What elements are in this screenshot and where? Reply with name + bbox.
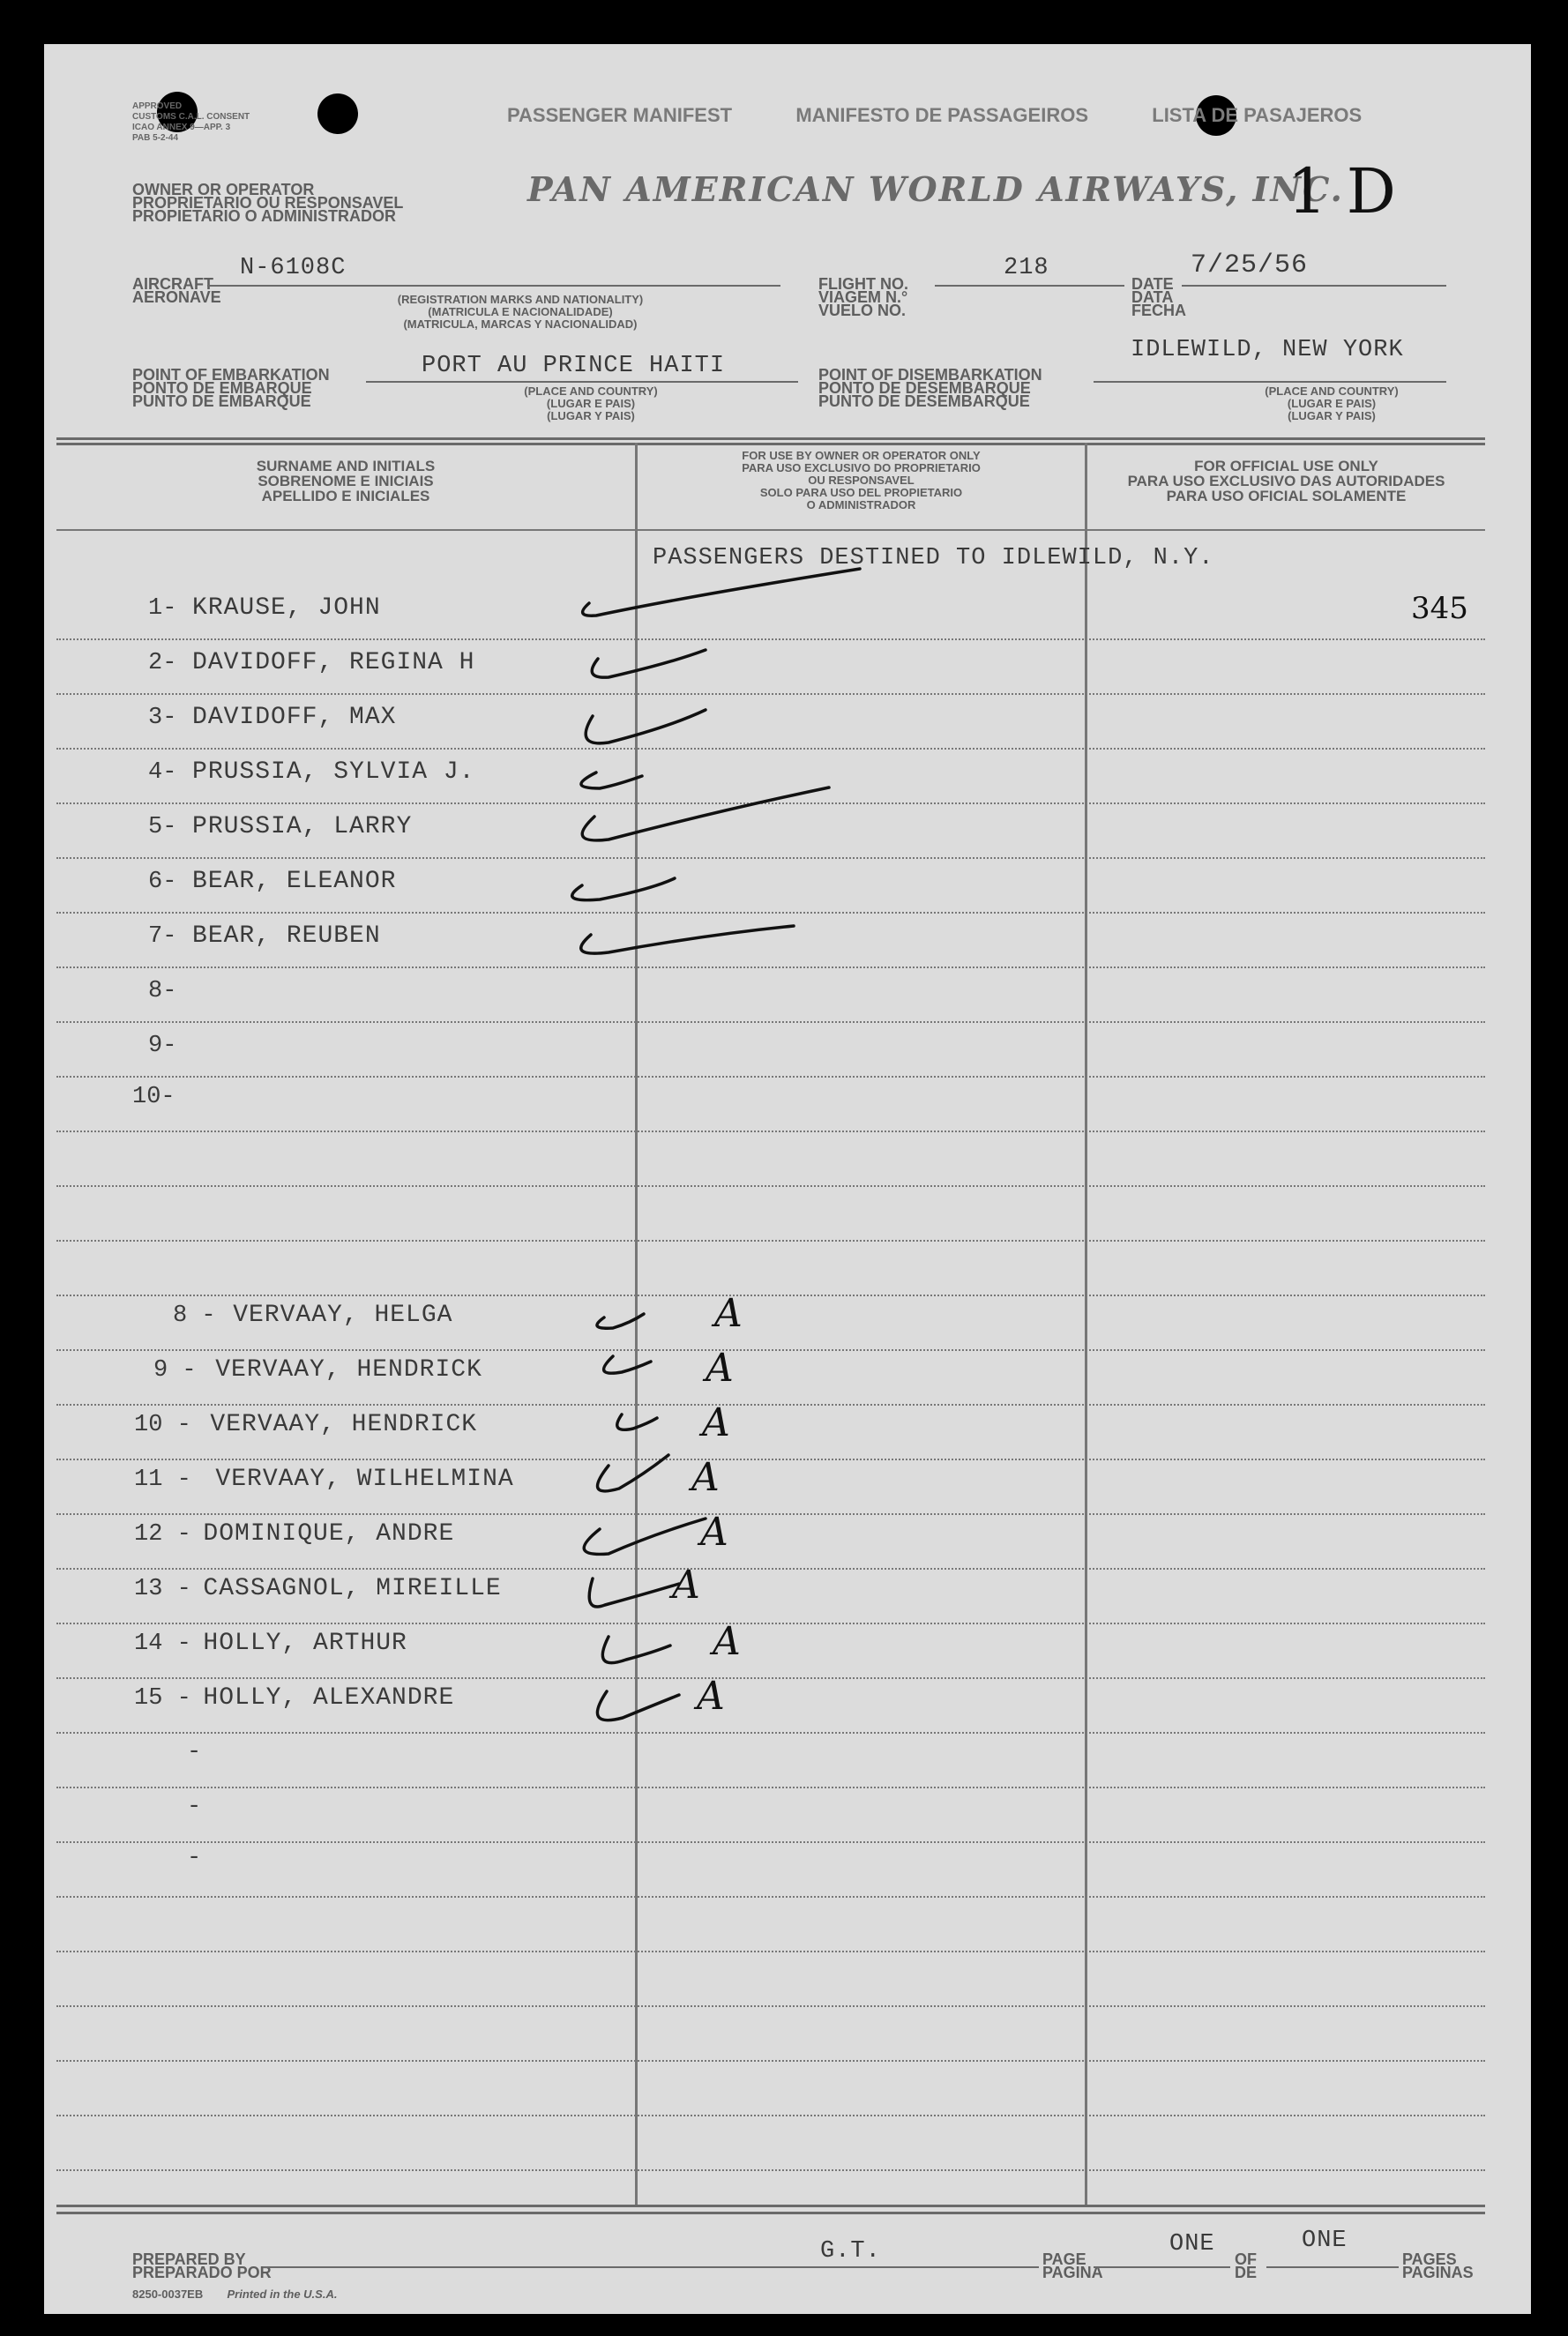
row-number: 2- (148, 650, 177, 676)
owner-use-header-line: O ADMINISTRADOR (806, 498, 916, 511)
owner-label-line: PROPRIETARIO OU RESPONSAVEL (132, 194, 404, 212)
row-number: 10 - (134, 1412, 191, 1438)
row-number: 10- (132, 1084, 175, 1110)
pages-label (1402, 2250, 1474, 2281)
registration-note-line: (MATRICULA E NACIONALIDADE) (428, 305, 613, 318)
check-mark (597, 1314, 644, 1328)
embark-label-line: POINT OF EMBARKATION (132, 366, 330, 384)
date-label-line: DATA (1131, 288, 1174, 306)
owner-use-header-line: PARA USO EXCLUSIVO DO PROPRIETARIO (742, 461, 981, 474)
page-value: ONE (1169, 2231, 1215, 2258)
passenger-name: DAVIDOFF, MAX (192, 704, 397, 731)
approval-line: PAB 5-2-44 (132, 133, 179, 143)
aircraft-label-line: AERONAVE (132, 288, 221, 306)
printed-in: Printed in the U.S.A. (227, 2287, 338, 2301)
row-number: 8 - (173, 1302, 216, 1329)
row-number: 11 - (134, 1467, 191, 1493)
arrival-mark: A (713, 1619, 741, 1664)
approval-line: APPROVED (132, 101, 183, 111)
place-note-line: (LUGAR Y PAIS) (1288, 409, 1376, 422)
owner-use-header-line: OU RESPONSAVEL (808, 474, 915, 487)
arrival-mark: A (702, 1400, 730, 1445)
disembark-label-line: PONTO DE DESEMBARQUE (818, 379, 1031, 397)
aircraft-value: N-6108C (240, 255, 347, 281)
page-underline (1094, 2266, 1230, 2268)
passenger-name: CASSAGNOL, MIREILLE (203, 1575, 502, 1602)
disembark-value: IDLEWILD, NEW YORK (1131, 337, 1404, 363)
check-mark (572, 878, 675, 900)
passenger-name: DOMINIQUE, ANDRE (203, 1520, 455, 1548)
row-number: 5- (148, 814, 177, 840)
prepared-label-line: PREPARADO POR (132, 2264, 272, 2281)
official-use-header-line: FOR OFFICIAL USE ONLY (1194, 458, 1378, 474)
check-mark (602, 1637, 670, 1663)
place-note-line: (LUGAR E PAIS) (1287, 397, 1377, 410)
place-note-line: (PLACE AND COUNTRY) (524, 384, 658, 398)
passenger-name: DAVIDOFF, REGINA H (192, 649, 475, 676)
blank-row-dash: - (187, 1845, 202, 1871)
flight-label-line: FLIGHT NO. (818, 275, 908, 293)
check-mark (583, 569, 860, 616)
embark-label-line: PUNTO DE EMBARQUE (132, 392, 311, 410)
flight-label-line: VUELO NO. (818, 302, 907, 319)
embark-label-line: PONTO DE EMBARQUE (132, 379, 312, 397)
approval-line: ICAO ANNEX 9—APP. 3 (132, 123, 231, 132)
flight-value: 218 (1004, 255, 1049, 281)
owner-label-line: PROPIETARIO O ADMINISTRADOR (132, 207, 397, 225)
disembark-label-line: POINT OF DISEMBARKATION (818, 366, 1042, 384)
passenger-name: HOLLY, ARTHUR (203, 1630, 407, 1657)
row-number: 13 - (134, 1576, 191, 1602)
passenger-name: VERVAAY, HELGA (233, 1302, 453, 1329)
owner-use-header-line: FOR USE BY OWNER OR OPERATOR ONLY (742, 449, 981, 462)
row-number: 9- (148, 1033, 177, 1059)
table-bottom-rule (56, 2212, 1485, 2214)
check-mark (582, 787, 829, 840)
passenger-name: PRUSSIA, LARRY (192, 813, 413, 840)
owner-use-header-line: SOLO PARA USO DEL PROPIETARIO (759, 486, 963, 499)
surname-header-line: SURNAME AND INITIALS (256, 458, 436, 474)
arrival-mark: A (672, 1563, 700, 1608)
page-label-line: PAGINA (1042, 2264, 1103, 2281)
aircraft-label-line: AIRCRAFT (132, 275, 213, 293)
surname-header-line: APELLIDO E INICIALES (261, 488, 430, 504)
blank-row-dash: - (187, 1739, 202, 1765)
handwritten-code: 1 D (1288, 155, 1396, 228)
place-note-line: (PLACE AND COUNTRY) (1265, 384, 1399, 398)
passenger-name: BEAR, ELEANOR (192, 868, 397, 895)
date-label-line: DATE (1131, 275, 1174, 293)
arrival-mark: A (706, 1346, 734, 1391)
passenger-name: PRUSSIA, SYLVIA J. (192, 758, 475, 786)
registration-note-line: (REGISTRATION MARKS AND NATIONALITY) (397, 293, 644, 306)
passenger-name: VERVAAY, HENDRICK (215, 1356, 482, 1384)
passenger-name: VERVAAY, WILHELMINA (215, 1466, 514, 1493)
flight-label-line: VIAGEM N.° (818, 288, 908, 306)
arrival-mark: A (700, 1510, 728, 1555)
check-mark (584, 1519, 706, 1554)
owner-label-line: OWNER OR OPERATOR (132, 181, 315, 198)
table-bottom-rule (56, 2205, 1485, 2207)
of-label-line: DE (1235, 2264, 1258, 2281)
destination-note: PASSENGERS DESTINED TO IDLEWILD, N.Y. (653, 545, 1214, 571)
official-use-header-line: PARA USO EXCLUSIVO DAS AUTORIDADES (1127, 473, 1445, 489)
print-code: 8250-0037EB (132, 2287, 204, 2301)
check-mark (589, 1578, 679, 1607)
title-spanish: LISTA DE PASAJEROS (1152, 104, 1363, 126)
passenger-name: VERVAAY, HENDRICK (210, 1411, 478, 1438)
row-number: 15 - (134, 1685, 191, 1712)
row-number: 14 - (134, 1631, 191, 1657)
passenger-name: KRAUSE, JOHN (192, 594, 381, 622)
check-mark (598, 1455, 669, 1491)
registration-note-line: (MATRICULA, MARCAS Y NACIONALIDAD) (403, 317, 638, 331)
of-label-line: OF (1235, 2250, 1257, 2268)
surname-header-line: SOBRENOME E INICIAIS (258, 473, 434, 489)
passenger-name: BEAR, REUBEN (192, 922, 381, 950)
prepared-label (132, 2250, 272, 2281)
check-mark (617, 1414, 657, 1429)
row-number: 1- (148, 595, 177, 622)
check-mark (604, 1356, 651, 1373)
arrival-mark: A (697, 1674, 725, 1719)
of-label (1235, 2250, 1258, 2281)
row-number: 12 - (134, 1521, 191, 1548)
date-value: 7/25/56 (1191, 250, 1309, 280)
pages-underline (1266, 2266, 1399, 2268)
row-number: 8- (148, 978, 177, 1004)
blank-row-dash: - (187, 1794, 202, 1820)
prepared-label-line: PREPARED BY (132, 2250, 246, 2268)
row-number: 9 - (153, 1357, 197, 1384)
pages-label-line: PAGES (1402, 2250, 1457, 2268)
date-label-line: FECHA (1131, 302, 1186, 319)
place-note-line: (LUGAR E PAIS) (546, 397, 636, 410)
official-use-header-line: PARA USO OFICIAL SOLAMENTE (1166, 488, 1407, 504)
place-note-line: (LUGAR Y PAIS) (547, 409, 635, 422)
arrival-mark: A (691, 1455, 720, 1500)
arrival-mark: A (714, 1291, 743, 1336)
print-line (132, 2287, 337, 2301)
approval-line: CUSTOMS C.A.L. CONSENT (132, 112, 250, 122)
row-number: 7- (148, 923, 177, 950)
passenger-name: HOLLY, ALEXANDRE (203, 1684, 455, 1712)
official-number: 345 (1411, 591, 1468, 626)
check-mark (581, 772, 642, 788)
check-mark (592, 650, 706, 677)
title-portuguese: MANIFESTO DE PASSAGEIROS (795, 104, 1088, 126)
pages-label-line: PAGINAS (1402, 2264, 1474, 2281)
embark-value: PORT AU PRINCE HAITI (422, 353, 726, 379)
pages-value: ONE (1302, 2228, 1348, 2254)
row-number: 4- (148, 759, 177, 786)
check-mark (581, 926, 794, 953)
disembark-label-line: PUNTO DE DESEMBARQUE (818, 392, 1030, 410)
page-label-line: PAGE (1042, 2250, 1086, 2268)
check-mark (586, 710, 706, 743)
prepared-underline (263, 2266, 1039, 2268)
row-number: 3- (148, 705, 177, 731)
title-english: PASSENGER MANIFEST (507, 104, 733, 126)
operator-name: PAN AMERICAN WORLD AIRWAYS, INC. (527, 169, 1344, 209)
check-mark (597, 1691, 679, 1720)
row-number: 6- (148, 869, 177, 895)
prepared-value: G.T. (820, 2238, 881, 2265)
